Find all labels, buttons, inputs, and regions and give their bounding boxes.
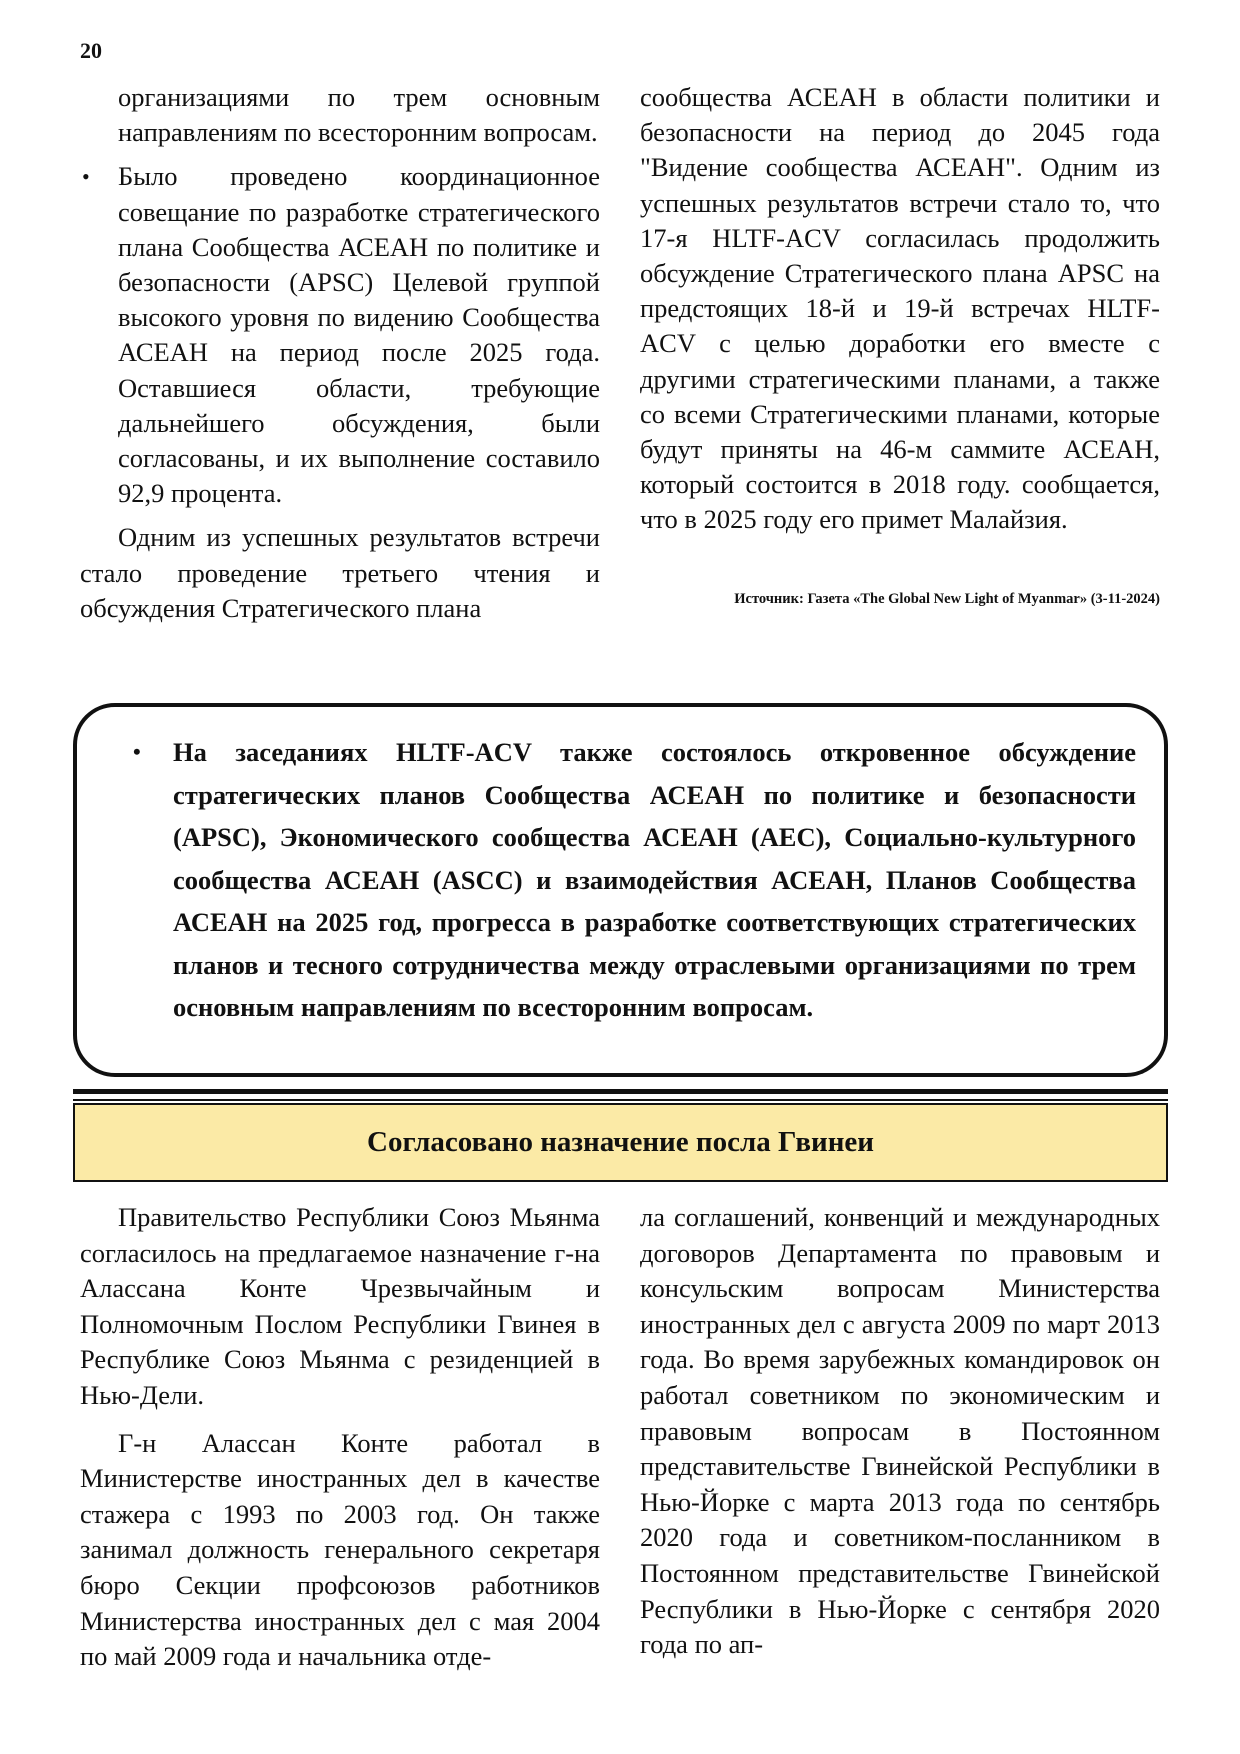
continued-text: организациями по трем основным направлениям по всесторонним вопросам. [118,82,600,148]
page-number: 20 [80,38,102,63]
paragraph: Г-н Алассан Конте работал в Министерстве иностранных дел в качестве стажера с 1993 по 2003 год. Он также занимал должность генерального секретаря бюро Секции профсоюзов работников Министерства иностранных дел с мая 2004 по май 2009 года и начальника отде- [80,1427,600,1672]
paragraph: ла соглашений, конвенций и международных договоров Департамента по правовым и консульским вопросам Министерства иностранных дел с августа 2009 по март 2013 года. Во время зарубежных командировок он работал советником по экономическим и правовым вопросам в Постоянном представительстве Гвинейской Республики в Нью-Йорке с марта 2013 года по сентябрь 2020 года и советником-посланником в Постоянном представительстве Гвинейской Республики в Нью-Йорке с сентября 2020 года по ап- [640,1202,1160,1660]
source-citation: Источник: Газета «The Global New Light of Myanmar» (3-11-2024) [734,590,1160,607]
article-body [80,1200,1160,1740]
section-title: Согласовано назначение посла Гвинеи [367,1126,874,1158]
bullet-item: • Было проведено координационное совещание по разработке стратегического плана Сообщества АСЕАН по политике и безопасности (APSC) Целевой группой высокого уровня по видению Сообщества АСЕАН на период после 2025 года. Оставшиеся области, требующие дальнейшего обсуждения, были согласованы, и их выполнение составило 92,9 процента. [80,159,600,511]
paragraph: Правительство Республики Союз Мьянма согласилось на предлагаемое назначение г-на Алассана Конте Чрезвычайным и Полномочным Послом Республики Гвинея в Республике Союз Мьянма с резиденцией в Нью-Дели. [80,1202,600,1410]
bottom-right-column [640,1200,1160,1740]
top-right-column [640,80,1160,680]
top-left-column [80,80,600,680]
paragraph: Одним из успешных результатов встречи стало проведение третьего чтения и обсуждения Стратегического плана [80,522,600,623]
bullet-list [80,159,600,511]
top-article-section [80,80,1160,680]
callout-bullet-text: • На заседаниях HLTF-ACV также состоялось откровенное обсуждение стратегических планов Сообщества АСЕАН по политике и безопасности (APSC), Экономического сообщества АСЕАН (AEC), Социально-культурного сообщества АСЕАН (ASCC) и взаимодействия АСЕАН, Планов Сообщества АСЕАН на 2025 год, прогресса в разработке соответствующих стратегических планов и тесного сотрудничества между отраслевыми организациями по трем основным направлениям по всесторонним вопросам. [133,731,1136,1029]
section-divider-thin [73,1099,1168,1101]
paragraph: сообщества АСЕАН в области политики и безопасности на период до 2045 года "Видение сообщества АСЕАН". Одним из успешных результатов встречи стало то, что 17-я HLTF-ACV согласилась продолжить обсуждение Стратегического плана APSC на предстоящих 18-й и 19-й встречах HLTF-ACV с целью доработки его вместе с другими стратегическими планами, а также со всеми Стратегическими планами, которые будут приняты на 46-м саммите АСЕАН, который состоится в 2018 году. сообщается, что в 2025 году его примет Малайзия. [640,82,1160,535]
bottom-left-column [80,1200,600,1740]
callout-box [73,703,1168,1077]
section-title-banner [73,1103,1168,1182]
section-divider [73,1089,1168,1094]
